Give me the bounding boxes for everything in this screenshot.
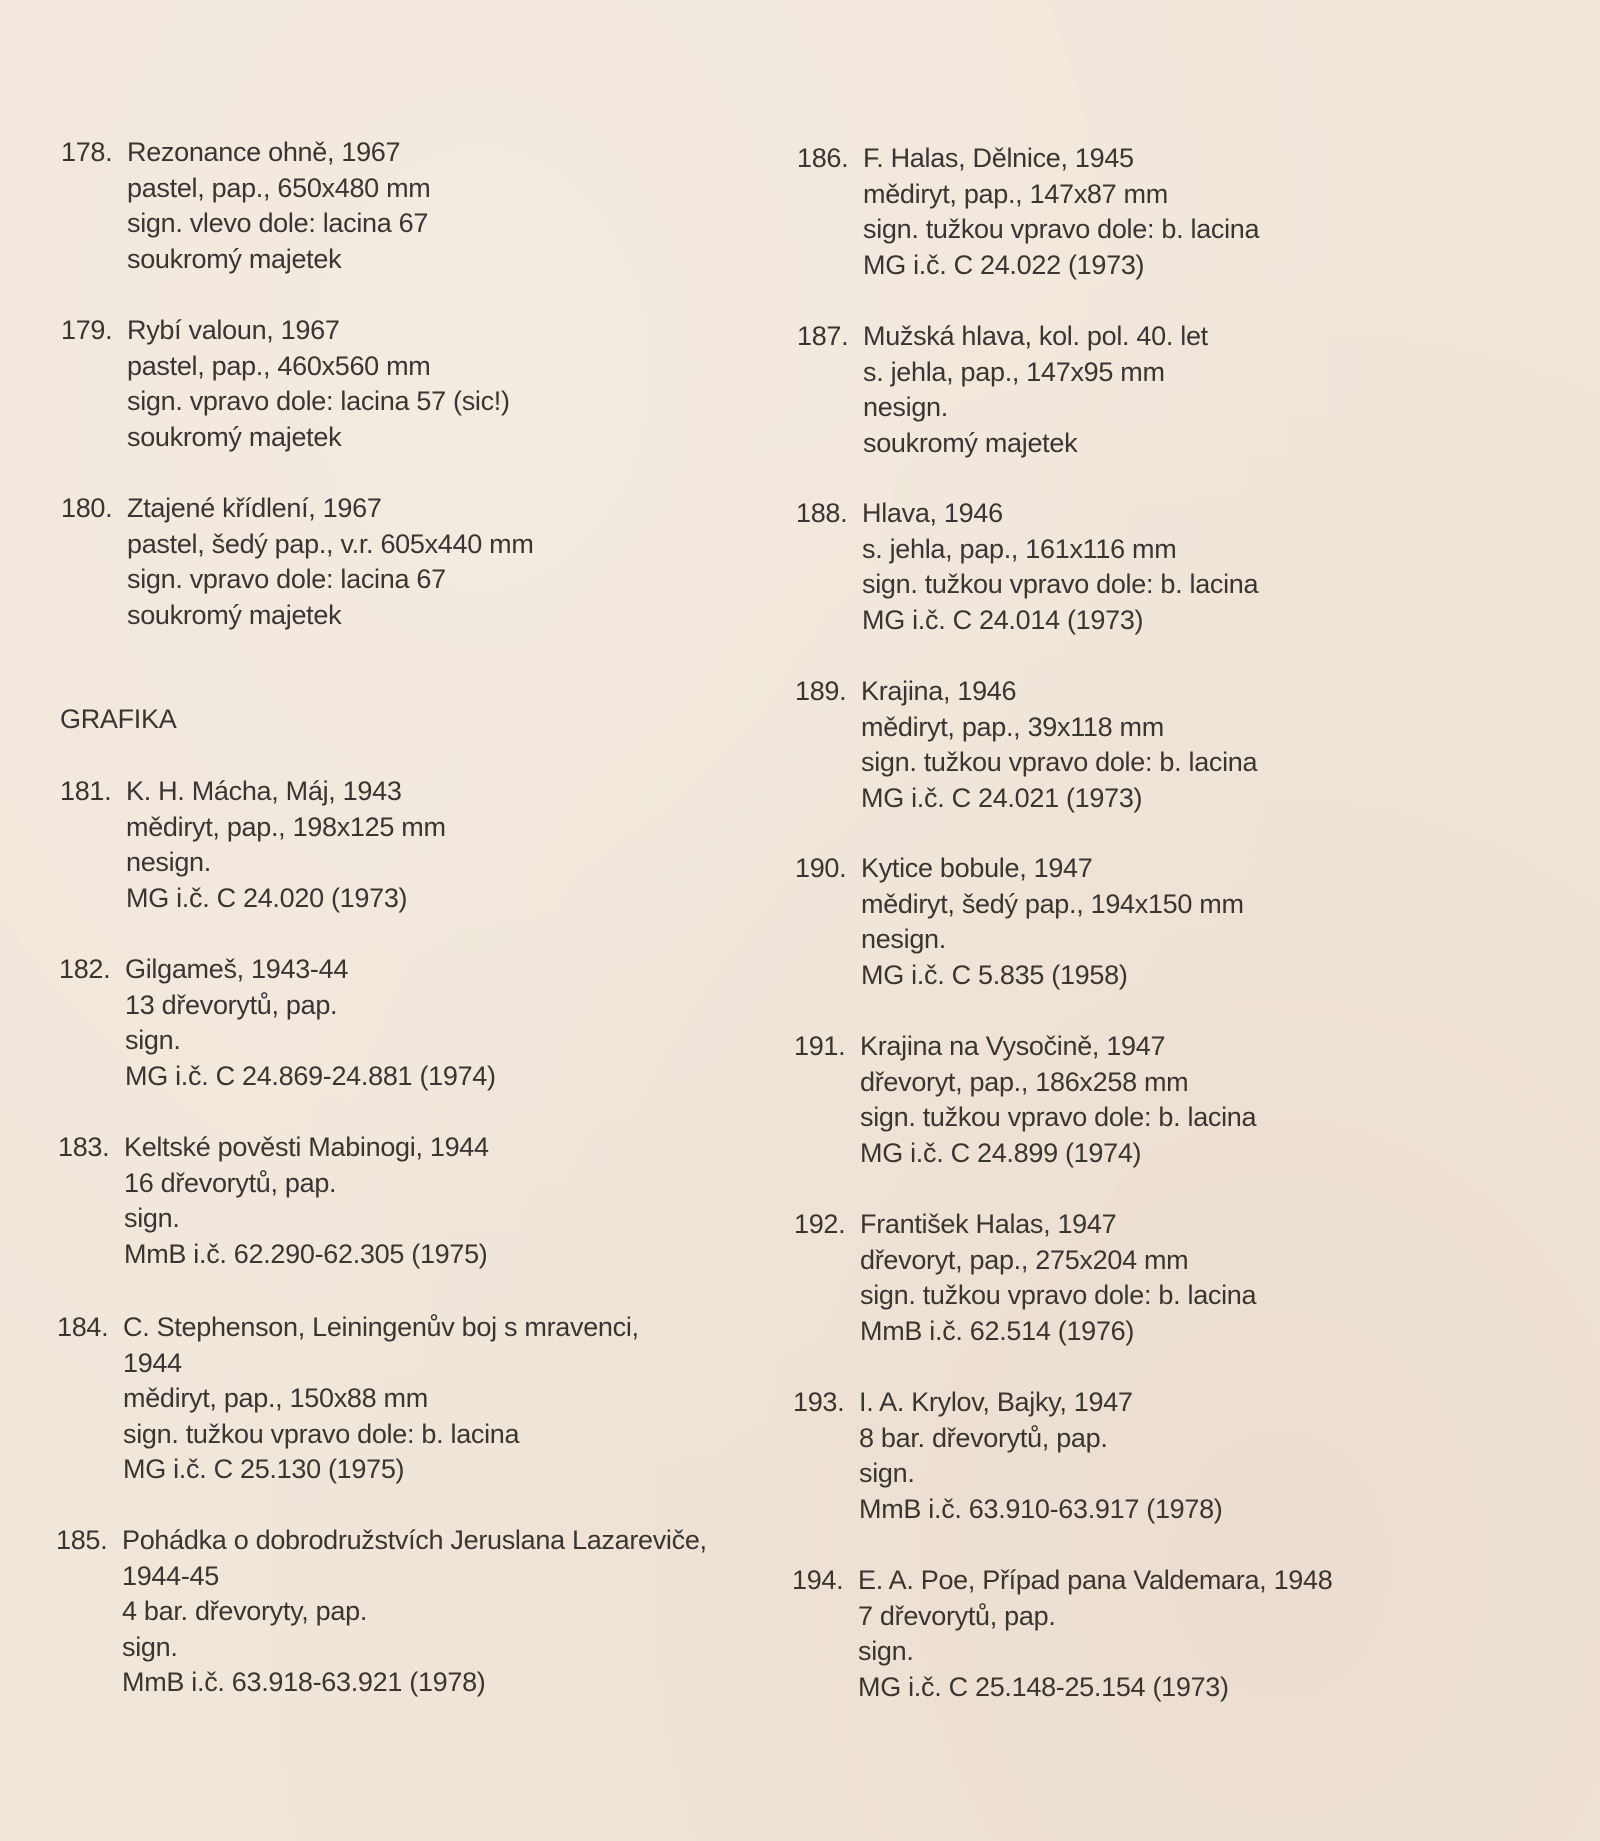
entry-signature: nesign. (863, 392, 948, 422)
entry-medium: dřevoryt, pap., 186x258 mm (860, 1066, 1189, 1097)
entry-signature: sign. tužkou vpravo dole: b. lacina (123, 1418, 520, 1449)
entry-medium: 8 bar. dřevorytů, pap. (859, 1422, 1108, 1453)
entry-signature: sign. (124, 1203, 180, 1233)
entry-title: Rybí valoun, 1967 (127, 315, 340, 345)
entry-owner: MG i.č. C 25.130 (1975) (123, 1454, 405, 1484)
entry-title: Krajina, 1946 (861, 676, 1017, 706)
entry-medium: mědiryt, pap., 39x118 mm (861, 711, 1164, 742)
entry-owner: soukromý majetek (127, 421, 342, 452)
entry-owner: MG i.č. C 24.022 (1973) (863, 249, 1145, 280)
entry-number: 186. (797, 143, 849, 173)
entry-medium: 4 bar. dřevoryty, pap. (122, 1596, 368, 1626)
entry-owner: MG i.č. C 24.899 (1974) (860, 1137, 1142, 1168)
entry-number: 178. (61, 137, 113, 167)
entry-title: Ztajené křídlení, 1967 (127, 493, 382, 523)
entry-title-continued: 1944-45 (122, 1560, 219, 1591)
entry-medium: 7 dřevorytů, pap. (858, 1600, 1056, 1631)
entry-owner: MmB i.č. 62.514 (1976) (860, 1315, 1135, 1346)
entry-owner: MG i.č. C 24.869-24.881 (1974) (125, 1060, 496, 1091)
entry-number: 194. (792, 1565, 844, 1595)
entry-medium: 13 dřevorytů, pap. (125, 989, 338, 1020)
entry-title: Mužská hlava, kol. pol. 40. let (863, 321, 1208, 351)
entry-title: Gilgameš, 1943-44 (125, 954, 349, 984)
entry-number: 182. (59, 954, 111, 984)
entry-signature: sign. tužkou vpravo dole: b. lacina (862, 569, 1259, 599)
entry-signature: sign. (125, 1025, 181, 1055)
entry-title: Hlava, 1946 (862, 498, 1003, 528)
entry-owner: MG i.č. C 24.021 (1973) (861, 782, 1143, 813)
entry-signature: sign. vlevo dole: lacina 67 (127, 208, 429, 238)
entry-signature: sign. (859, 1458, 915, 1488)
entry-owner: MmB i.č. 63.910-63.917 (1978) (859, 1493, 1223, 1524)
section-heading-grafika: GRAFIKA (60, 704, 177, 734)
entry-number: 189. (795, 676, 847, 706)
entry-medium: mědiryt, pap., 147x87 mm (863, 178, 1168, 209)
entry-title-continued: 1944 (123, 1347, 182, 1378)
entry-number: 187. (797, 321, 849, 351)
entry-medium: s. jehla, pap., 161x116 mm (862, 533, 1177, 564)
entry-title: Krajina na Vysočině, 1947 (860, 1031, 1166, 1061)
entry-number: 193. (793, 1387, 845, 1417)
entry-title: I. A. Krylov, Bajky, 1947 (859, 1387, 1133, 1417)
entry-medium: pastel, pap., 650x480 mm (127, 172, 431, 203)
entry-number: 183. (58, 1132, 110, 1162)
entry-number: 181. (60, 776, 112, 806)
entry-signature: sign. tužkou vpravo dole: b. lacina (860, 1102, 1257, 1132)
entry-signature: sign. (122, 1631, 178, 1662)
entry-number: 180. (61, 493, 113, 523)
entry-title: Rezonance ohně, 1967 (127, 137, 401, 167)
entry-signature: sign. vpravo dole: lacina 67 (127, 564, 446, 594)
entry-title: K. H. Mácha, Máj, 1943 (126, 776, 402, 806)
entry-title: E. A. Poe, Případ pana Valdemara, 1948 (858, 1565, 1333, 1595)
entry-owner: soukromý majetek (127, 243, 342, 274)
entry-signature: nesign. (126, 847, 211, 877)
entry-number: 184. (57, 1312, 109, 1342)
entry-number: 190. (795, 853, 847, 883)
entry-title: F. Halas, Dělnice, 1945 (863, 143, 1134, 173)
entry-title: Pohádka o dobrodružstvích Jeruslana Lazareviče, (122, 1525, 707, 1555)
entry-medium: mědiryt, pap., 150x88 mm (123, 1383, 428, 1413)
entry-number: 185. (56, 1525, 108, 1555)
entry-number: 179. (61, 315, 113, 345)
entry-signature: sign. tužkou vpravo dole: b. lacina (860, 1280, 1257, 1310)
entry-medium: 16 dřevorytů, pap. (124, 1167, 337, 1198)
entry-owner: MmB i.č. 62.290-62.305 (1975) (124, 1238, 488, 1269)
entry-medium: pastel, šedý pap., v.r. 605x440 mm (127, 528, 534, 559)
entry-medium: dřevoryt, pap., 275x204 mm (860, 1244, 1189, 1275)
entry-medium: s. jehla, pap., 147x95 mm (863, 356, 1165, 387)
entry-title: Kytice bobule, 1947 (861, 853, 1093, 883)
entry-signature: nesign. (861, 924, 946, 954)
entry-medium: mědiryt, pap., 198x125 mm (126, 811, 446, 842)
entry-number: 191. (794, 1031, 846, 1061)
entry-number: 188. (796, 498, 848, 528)
entry-title: Keltské pověsti Mabinogi, 1944 (124, 1132, 489, 1162)
entry-owner: MG i.č. C 5.835 (1958) (861, 959, 1128, 990)
entry-signature: sign. tužkou vpravo dole: b. lacina (861, 747, 1258, 777)
entry-signature: sign. vpravo dole: lacina 57 (sic!) (127, 386, 510, 416)
entry-number: 192. (794, 1209, 846, 1239)
entry-owner: soukromý majetek (127, 599, 342, 630)
entry-title: František Halas, 1947 (860, 1209, 1117, 1239)
entry-owner: MmB i.č. 63.918-63.921 (1978) (122, 1667, 486, 1697)
entry-title: C. Stephenson, Leiningenův boj s mravenci, (123, 1312, 639, 1342)
entry-owner: MG i.č. C 24.020 (1973) (126, 882, 408, 913)
entry-medium: pastel, pap., 460x560 mm (127, 350, 431, 381)
entry-signature: sign. tužkou vpravo dole: b. lacina (863, 214, 1260, 244)
entry-owner: MG i.č. C 24.014 (1973) (862, 604, 1144, 635)
entry-signature: sign. (858, 1636, 914, 1666)
entry-owner: soukromý majetek (863, 427, 1078, 458)
entry-medium: mědiryt, šedý pap., 194x150 mm (861, 888, 1244, 919)
entry-owner: MG i.č. C 25.148-25.154 (1973) (858, 1671, 1229, 1702)
